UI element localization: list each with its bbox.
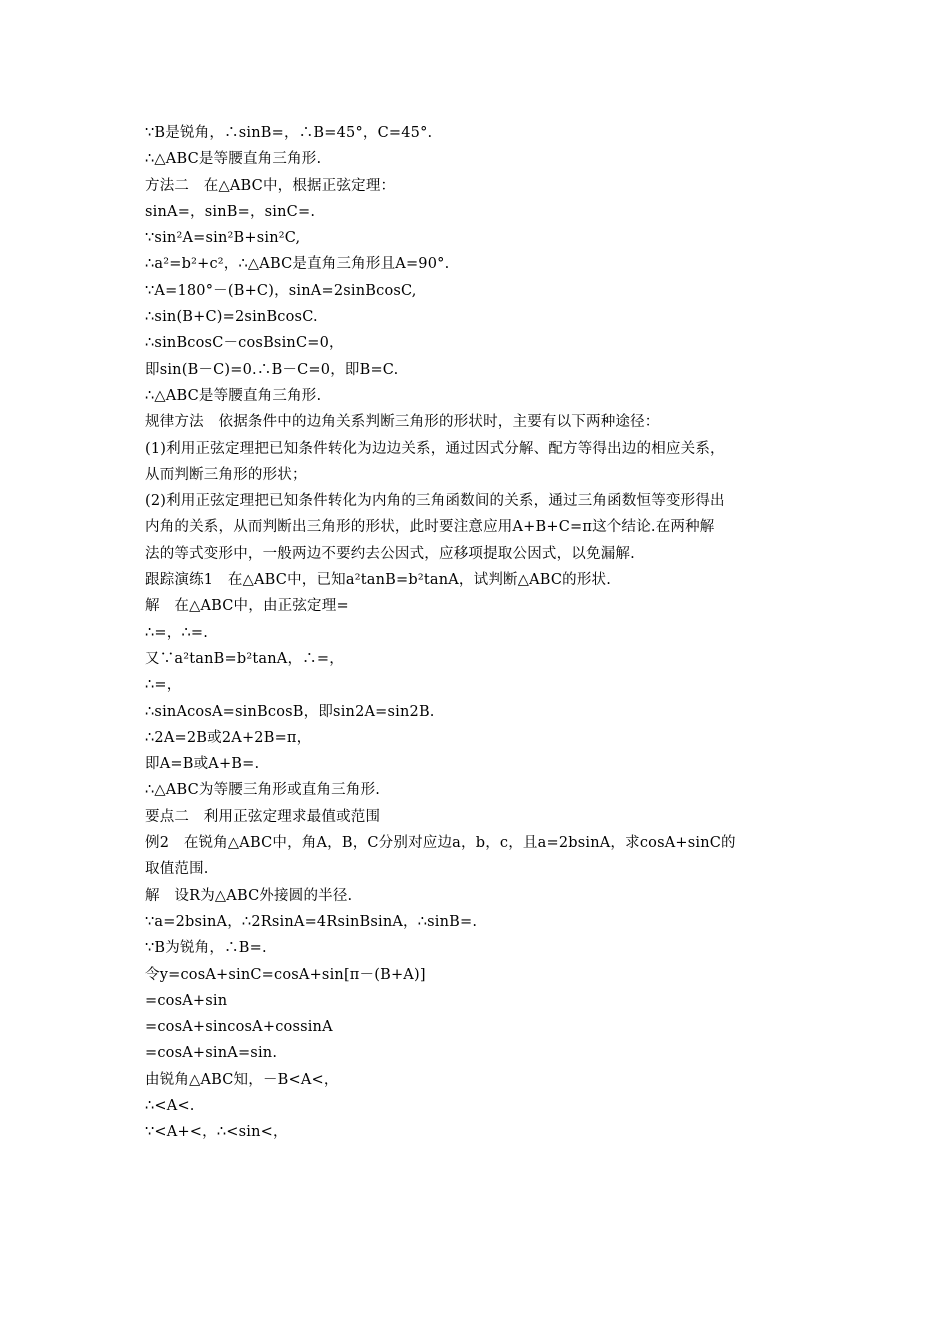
exercise-heading: 跟踪演练1 在△ABC中，已知a²tanB=b²tanA，试判断△ABC的形状. — [145, 572, 612, 589]
text-line: ∴△ABC是等腰直角三角形. — [145, 151, 322, 168]
section-heading: 方法二 在△ABC中，根据正弦定理： — [145, 177, 396, 194]
text-line: 又∵a²tanB=b²tanA，∴=， — [145, 650, 344, 667]
text-line: =cosA+sincosA+cossinA — [145, 1019, 333, 1036]
example-heading: 例2 在锐角△ABC中，角A，B，C分别对应边a，b，c，且a=2bsinA，求cosA+sinC的 — [145, 835, 736, 852]
text-line: =cosA+sinA=sin. — [145, 1045, 278, 1062]
text-line: ∴2A=2B或2A+2B=π， — [145, 729, 312, 746]
text-line: 内角的关系，从而判断出三角形的形状，此时要注意应用A+B+C=π这个结论.在两种解 — [145, 519, 715, 536]
text-line: ∴△ABC是等腰直角三角形. — [145, 387, 322, 404]
text-line: 法的等式变形中，一般两边不要约去公因式，应移项提取公因式，以免漏解. — [145, 545, 635, 562]
text-line: 即sin(B－C)=0.∴B－C=0，即B=C. — [145, 361, 399, 378]
text-line: ∴sin(B+C)=2sinBcosC. — [145, 309, 318, 326]
method-summary-heading: 规律方法 依据条件中的边角关系判断三角形的形状时，主要有以下两种途径： — [145, 414, 660, 431]
text-line: ∴a²=b²+c²，∴△ABC是直角三角形且A=90°. — [145, 256, 450, 273]
text-line: 从而判断三角形的形状； — [145, 466, 307, 483]
text-line: =cosA+sin — [145, 992, 228, 1009]
text-line: ∴=，∴=. — [145, 624, 209, 641]
text-line: ∴sinAcosA=sinBcosB，即sin2A=sin2B. — [145, 703, 435, 720]
document-body — [145, 120, 810, 1146]
text-line: ∵a=2bsinA，∴2RsinA=4RsinBsinA，∴sinB=. — [145, 913, 478, 930]
text-line: (1)利用正弦定理把已知条件转化为边边关系，通过因式分解、配方等得出边的相应关系， — [145, 440, 725, 457]
text-line: ∴sinBcosC－cosBsinC=0， — [145, 335, 344, 352]
text-line: ∴=， — [145, 677, 182, 694]
text-line: 取值范围. — [145, 861, 209, 878]
text-line: ∵B是锐角，∴sinB=，∴B=45°，C=45°. — [145, 125, 433, 141]
text-line: (2)利用正弦定理把已知条件转化为内角的三角函数间的关系，通过三角函数恒等变形得出 — [145, 493, 725, 510]
text-line: ∴△ABC为等腰三角形或直角三角形. — [145, 782, 381, 799]
text-line: ∵A=180°－(B+C)，sinA=2sinBcosC, — [145, 282, 417, 299]
solution-line: 解 设R为△ABC外接圆的半径. — [145, 887, 353, 904]
key-point-heading: 要点二 利用正弦定理求最值或范围 — [145, 808, 381, 825]
text-line: 即A=B或A+B=. — [145, 756, 260, 773]
text-line: ∴<A<. — [145, 1097, 195, 1114]
text-line: sinA=，sinB=，sinC=. — [145, 203, 316, 220]
text-line: 由锐角△ABC知，－B<A<， — [145, 1071, 339, 1088]
text-line: ∵<A+<，∴<sin<， — [145, 1124, 288, 1141]
text-line: ∵B为锐角，∴B=. — [145, 940, 267, 957]
text-line: ∵sin²A=sin²B+sin²C, — [145, 230, 301, 247]
text-line: 令y=cosA+sinC=cosA+sin[π－(B+A)] — [145, 966, 426, 983]
solution-line: 解 在△ABC中，由正弦定理= — [145, 598, 349, 615]
